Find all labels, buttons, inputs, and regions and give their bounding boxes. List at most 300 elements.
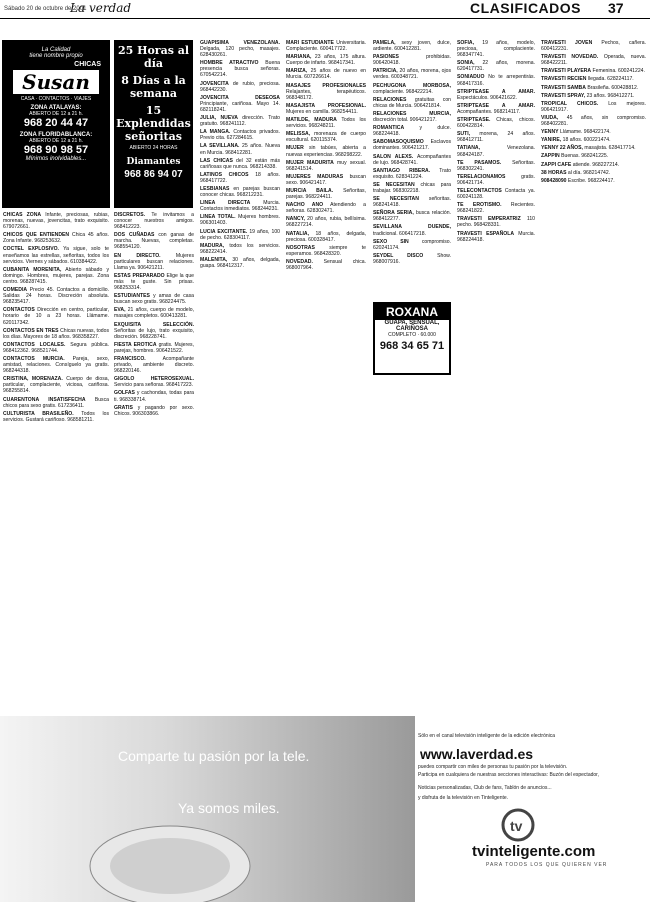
classified-ad-text: Chica 45 años. Zona Infante. 968253632.: [3, 232, 109, 245]
classified-ad-heading: TATIANA,: [457, 145, 481, 152]
classified-ad: [541, 54, 646, 66]
classified-ad: [373, 54, 451, 66]
classified-ad-heading: CRISTINA, MORENAZA.: [3, 376, 63, 383]
classified-ad-heading: MELISSA,: [286, 131, 311, 138]
classified-ad: [286, 131, 366, 143]
ad-susan-tagline2: tiene nombre propio: [29, 53, 83, 59]
classified-ad-text: Cuerpo de diosa, particular, complaciente, viciosa, cariñosa. 968255814.: [3, 376, 109, 395]
classified-ad: [200, 243, 280, 255]
classified-ad-heading: JOVENCITA DESEOSA: [200, 94, 280, 101]
ad-horas-note: ABIERTO 24 HORAS: [129, 145, 178, 151]
classified-ad-text: atiende. 968227214.: [572, 161, 620, 168]
classified-ad-heading: NACHO ANO: [286, 202, 324, 209]
classified-ad-heading: MASAJES PROFESIONALES: [286, 82, 366, 89]
classified-ad: [457, 145, 535, 157]
classified-ad-heading: PATRICIA,: [373, 68, 398, 75]
classified-ad-heading: TRAVESTI RECIEN: [541, 76, 587, 83]
ad-roxana-name: ROXANA: [375, 304, 449, 320]
classified-ad: [373, 154, 451, 166]
classified-ad: [286, 117, 366, 129]
classified-ad-text: morena, 24 años. 968412711.: [457, 131, 535, 144]
classified-ad-heading: MUJERES MADURAS: [286, 173, 344, 180]
tv-logo-icon: [500, 808, 536, 842]
classified-ad-text: Esclavos dominantes. 906421217.: [373, 139, 451, 152]
classified-ad-heading: ESTUDIANTES: [114, 293, 150, 300]
ad-roxana-sub2: COMPLETO · 60.000: [388, 332, 436, 338]
classified-ad: [114, 307, 194, 319]
banner-slogan3: PARA TODOS LOS QUE QUIEREN VER: [486, 862, 608, 868]
ad-susan-tags: CASA · CONTACTOS · VIAJES: [20, 96, 92, 102]
classified-ad: [457, 174, 535, 186]
classified-column-6: [457, 40, 535, 712]
classified-ad-text: 30 años, delgada, guapa. 968412317.: [200, 256, 280, 269]
classified-ad-text: 20 años, morena, ojos verdes. 600348721.: [373, 68, 451, 81]
classified-ad-heading: SONIADUO: [457, 74, 485, 81]
banner-slogan1: Comparte tu pasión por la tele.: [118, 748, 310, 764]
classified-ad-heading: MUJER MADURITA: [286, 159, 334, 166]
classified-ad: [200, 115, 280, 127]
classified-ad-heading: MATILDE, MADURA: [286, 117, 337, 124]
classified-ad-text: Universitaria. Complaciente. 600417722.: [286, 40, 366, 53]
classified-ad-heading: CONTACTOS: [3, 307, 35, 314]
classified-ad: [200, 129, 280, 141]
classified-ad-heading: LATINOS CHICOS: [200, 171, 249, 178]
classified-ad: [541, 40, 646, 52]
classified-ad: [200, 60, 280, 78]
classified-ad-heading: MURCIA BAILA.: [286, 187, 334, 194]
classified-ad-text: Operada, nueva. 968422211.: [541, 54, 646, 67]
classified-column-2: [114, 212, 194, 712]
classified-ad-text: 18 años. 968417722.: [200, 171, 280, 184]
classified-ad: [373, 196, 451, 208]
classified-ad: [457, 89, 535, 101]
classified-ad-text: 23 años. 968412271.: [586, 92, 635, 99]
classified-ad-text: gratis. 906421714.: [457, 173, 535, 186]
classified-ad-heading: 38 HORAS: [541, 169, 567, 176]
classified-ad: [114, 342, 194, 354]
ad-horas-line2: 8 Días a la semana: [121, 74, 186, 100]
classified-ad-heading: TRAVESTI EMPERATRIZ: [457, 216, 521, 223]
classified-ad-heading: TELECONTACTOS: [457, 187, 502, 194]
classified-ad-text: Contacta ya. 600241128.: [457, 187, 535, 201]
classified-column-1: [3, 212, 109, 712]
ad-susan-footer: Mínimos inolvidables...: [25, 156, 87, 162]
classified-ad: [457, 131, 535, 143]
banner-url1[interactable]: www.laverdad.es: [420, 746, 534, 762]
classified-ad: [3, 376, 109, 394]
classified-ad-text: 18 años. 600221474.: [562, 137, 611, 144]
classified-ad: [286, 103, 366, 115]
classified-ad-text: Espectáculos. 906421622.: [457, 94, 518, 101]
classified-ad-text: Segura pública. 968412362. 968521744.: [3, 341, 109, 354]
classified-ad: [200, 158, 280, 170]
classified-ad-heading: ZAPPI CAFE: [541, 161, 572, 168]
classified-ad-heading: SUTI,: [457, 131, 471, 138]
classified-ad-text: compromiso. 620241174.: [373, 238, 451, 251]
classified-ad-heading: SEYDEL DISCO: [373, 252, 424, 259]
classified-ad-heading: TRAVESTI SPRAY,: [541, 92, 586, 99]
classified-ad: [286, 68, 366, 80]
classified-ad-text: Todos los servicios. 968248211.: [286, 117, 366, 130]
banner-line2: Participa en cualquiera de nuestras secciones interactivas: Buzón del espectador,: [418, 772, 599, 778]
classified-ad-heading: TE PASAMOS.: [457, 159, 502, 166]
classified-ad: [114, 273, 194, 291]
classified-ad: [3, 411, 109, 423]
classified-column-3: [200, 40, 280, 712]
banner-line4: y disfruta de la televisión en Tinteligente.: [418, 795, 509, 801]
classified-ad-text: Infante, preciosas, rubias, morenas, nuevas, jovencitas, trato exquisito. 679072661.: [3, 212, 109, 231]
banner-intro: Sólo en el canal televisión inteligente de la edición electrónica: [418, 733, 556, 739]
classified-ad-text: Los mejores. 906421917.: [541, 100, 646, 113]
classified-ad-heading: PECHUGONA MORBOSA,: [373, 82, 451, 89]
classified-ad-text: Abierto sábado y domingo. Hombres, mujeres, parejas. Zona centro. 968287415.: [3, 266, 109, 285]
classified-ad-heading: ESTAS PREPARADO: [114, 272, 165, 279]
classified-ad-text: Acompañantes de lujo. 968428741.: [373, 153, 451, 166]
classified-ad-text: Femenina. 600241224.: [592, 68, 645, 75]
classified-ad-heading: EVA,: [114, 307, 126, 314]
classified-ad: [3, 267, 109, 285]
classified-ad-text: Principiante, cariñosa. Mayo 14. 682118241.: [200, 100, 280, 113]
classified-ad: [114, 356, 194, 374]
classified-ad-text: muy sexual. 968241514.: [286, 159, 366, 172]
classified-ad-heading: SEÑORA SERIA,: [373, 210, 414, 217]
classified-ad-heading: TRAVESTI PLAYERA: [541, 68, 592, 75]
classified-ad-text: Atendiendo a señoras. 628302471.: [286, 202, 366, 215]
classified-ad-heading: LA SEVILLANA.: [200, 143, 240, 150]
classified-ad: [3, 232, 109, 244]
classified-ad: [373, 168, 451, 180]
classified-ad: [286, 188, 366, 200]
classified-ad-heading: STRIPTEASE A AMAR.: [457, 88, 535, 95]
classified-ad: [457, 40, 535, 58]
classified-ad-heading: MARI ESTUDIANTE: [286, 40, 334, 46]
classified-ad-heading: CULTURISTA BRASILEÑO.: [3, 410, 74, 417]
classified-ad-heading: SABOMASOQUISMO: [373, 139, 424, 146]
classified-ad-heading: VIUDA,: [541, 114, 559, 121]
ad-horas-line1: 25 Horas al día: [117, 44, 190, 70]
classified-ad-heading: EXQUISITA SELECCIÓN.: [114, 321, 194, 328]
classified-ad-heading: SONIA,: [457, 60, 475, 67]
classified-column-4: [286, 40, 366, 712]
classified-ad-text: llegada. 628224117.: [587, 76, 634, 83]
classified-ad: [3, 246, 109, 264]
ad-susan-phone2: 968 90 98 57: [23, 144, 89, 156]
classified-ad-heading: TRAVESTI SAMBA: [541, 84, 586, 91]
classified-ad: [373, 210, 451, 222]
classified-ad: [3, 212, 109, 230]
classified-ad-heading: EN DIRECTO.: [114, 252, 161, 259]
ad-susan-chicas: CHICAS: [74, 61, 101, 68]
classified-ad-text: Murcia. 968224418.: [457, 230, 535, 243]
classified-ad-heading: CONTACTOS LOCALES.: [3, 341, 66, 348]
classified-ad: [114, 405, 194, 417]
classified-ad: [114, 253, 194, 271]
classified-ad-text: Show. 968007916.: [373, 252, 451, 265]
classified-ad: [541, 170, 646, 176]
classified-ad-text: al día. 968214742.: [567, 169, 611, 176]
classified-ad-heading: TE EROTISMO.: [457, 202, 502, 209]
classified-ad-text: Chicas nuevas, todos los días. Mayores de 18 años. 968358227.: [3, 327, 109, 340]
classified-ad: [3, 307, 109, 325]
classified-ad-heading: YENNY 22 AÑOS,: [541, 145, 583, 152]
classified-ad: [373, 83, 451, 95]
classified-ad: [541, 93, 646, 99]
classified-ad-text: chicas para trabajar. 968302218.: [373, 181, 451, 194]
ad-susan-zona2: ZONA FLORIDABLANCA:: [19, 132, 93, 138]
publication-name: La verdad: [70, 1, 132, 15]
classified-ad-text: Precio 45. Contactos a domicilio. Salidas 24 horas. Discreción absoluta. 968235417.: [3, 287, 109, 306]
classified-ad-heading: GRATIS: [114, 404, 133, 411]
classified-ad: [200, 200, 280, 212]
classified-ad-heading: LA MANGA.: [200, 129, 231, 136]
classified-ad: [457, 60, 535, 72]
classified-ad-text: 25 años de nuevo en Murcia. 607226614.: [286, 68, 366, 81]
classified-ad: [114, 232, 194, 250]
ad-susan-tagline1: La Calidad: [41, 47, 71, 53]
classified-ad-heading: MARIZA,: [286, 68, 308, 75]
classified-ad-heading: MARIANA,: [286, 54, 312, 61]
classified-ad-heading: DOS CUÑADAS: [114, 232, 155, 239]
classified-ad-heading: TERELACIONAMOS: [457, 173, 506, 180]
classified-ad: [286, 202, 366, 214]
classified-ad-heading: CHICOS QUE ENTIENDEN: [3, 232, 70, 239]
classified-ad-heading: LINEA DIRECTA: [200, 200, 251, 207]
classified-ad: [373, 253, 451, 265]
classified-ad-text: sexy joven, dulce, ardiente. 600412281.: [373, 40, 451, 53]
classified-ad-text: 22 años, morena. 620417731.: [457, 60, 535, 73]
classified-ad-heading: CONTACTOS EN TRES: [3, 327, 59, 334]
classified-ad: [200, 186, 280, 198]
classified-ad: [457, 103, 535, 115]
classified-ad-text: y amas de casa buscan sexo gratis. 968224475.: [114, 293, 194, 306]
classified-ad: [541, 145, 646, 151]
classified-ad-text: morenaza de cuerpo escultural. 620115374.: [286, 131, 366, 144]
classified-ad-text: Contactos privados. Previo cita. 627284615.: [200, 129, 280, 142]
classified-ad-heading: JULIA, NUEVA: [200, 115, 238, 122]
classified-ad-heading: TRAVESTI NOVEDAD.: [541, 54, 599, 61]
classified-ad-text: buscan sexo. 906421417.: [286, 173, 366, 186]
classified-ad-heading: SE NECESITAN: [373, 196, 419, 203]
classified-ad-heading: LUCIA EXCITANTE.: [200, 228, 248, 235]
classified-ad-text: 19 años, 100 de pecho. 628304117.: [200, 228, 280, 241]
ad-susan-zona1: ZONA ATALAYAS:: [30, 105, 82, 111]
classified-ad-text: sin tabúes, abierta a nuevas experiencias. 968298222.: [286, 145, 366, 158]
classified-ad-heading: GUAPISIMA VENEZOLANA.: [200, 40, 280, 46]
section-title: CLASIFICADOS: [470, 0, 581, 16]
page-header: [0, 0, 650, 19]
classified-ad-text: Mujeres particulares buscan relaciones. Llama ya. 906421211.: [114, 252, 194, 271]
classified-ad-text: Pechos, cañera. 600412231.: [541, 40, 646, 53]
classified-ad-heading: MASAJISTA PROFESIONAL.: [286, 102, 366, 109]
classified-ad-text: Te invitamos a conocer nuestros amigos. 968412223.: [114, 212, 194, 231]
classified-ad-text: Señoritas, parejas. 968224411.: [286, 187, 366, 201]
classified-ad-text: Ya sigue, solo te enseñamos las estrellas, señoritas, todos los servicios. Viernes y sábados. 610384422.: [3, 246, 109, 265]
classified-ad: [3, 287, 109, 305]
banner-url2[interactable]: tvinteligente.com: [472, 843, 596, 860]
classified-ad-text: Sensual chica. 968007964.: [286, 258, 366, 271]
page-number: 37: [608, 0, 624, 16]
classified-ad-heading: YANIRE,: [541, 137, 562, 144]
classified-ad-text: Recientes. 968241822.: [457, 202, 535, 215]
classified-ad-heading: RELACIONES MURCIA,: [373, 110, 451, 117]
classified-ad-text: 21 años, cuerpo de modelo, masajes completos. 600413281.: [114, 307, 194, 320]
classified-ad: [114, 376, 194, 388]
classified-ad: [541, 129, 646, 135]
classified-ad-text: prohibidas. 906420418.: [373, 54, 451, 67]
classified-ad-text: todos los servicios. 968222414.: [200, 242, 280, 255]
classified-ad: [114, 212, 194, 230]
classified-ad: [286, 245, 366, 257]
classified-ad-text: Dirección en centro, particular, horario de 10 a 23 horas. Llámame. 620117342.: [3, 307, 109, 326]
classified-ad: [286, 54, 366, 66]
classified-ad-text: y dulce. 968224418.: [373, 125, 451, 138]
ad-roxana-sub: GUAPA, SENSUAL, CARIÑOSA: [384, 320, 440, 332]
svg-text:tv: tv: [510, 818, 523, 834]
classified-ad: [541, 153, 646, 159]
classified-ad-text: Buena presencia busca señoras. 670542214.: [200, 60, 280, 79]
classified-ad-text: Busca chicos para sexo gratis. 617236411.: [3, 396, 109, 409]
classified-ad-heading: PASIONES: [373, 54, 399, 61]
classified-ad-heading: FRANCISCO.: [114, 355, 146, 362]
classified-ad-heading: SANTIAGO RIBERA.: [373, 167, 431, 174]
classified-ad: [3, 342, 109, 354]
classified-ad-heading: STRIPTEASE A AMAR.: [457, 102, 535, 109]
classified-ad-heading: JOVENCITA: [200, 80, 229, 87]
classified-ad-heading: 908428090: [541, 177, 567, 184]
classified-ad-text: señoritas. 968241418.: [373, 196, 451, 209]
classified-ad: [3, 356, 109, 374]
classified-ad: [286, 259, 366, 271]
classified-ad-text: Venezolana. 968424187.: [457, 145, 535, 158]
classified-ad: [373, 182, 451, 194]
classified-ad: [200, 95, 280, 113]
classified-ad: [541, 115, 646, 127]
classified-ad: [286, 145, 366, 157]
classified-ad: [200, 214, 280, 226]
classified-ad-text: Señoritas de lujo, trato exquisito, discreción. 968228741.: [114, 327, 194, 340]
ad-susan-brand: Susan: [13, 70, 99, 94]
classified-ad-heading: NATALIA,: [286, 230, 310, 237]
classified-ad-heading: TRAVESTI ESPAÑOLA: [457, 230, 515, 237]
classified-ad: [541, 101, 646, 113]
classified-ad-heading: FIESTA EROTICA: [114, 341, 157, 348]
ad-horas-phone: 968 86 94 07: [124, 169, 183, 180]
classified-ad: [457, 216, 535, 228]
classified-ad-heading: CONTACTOS MURCIA.: [3, 355, 65, 362]
ad-susan-hours2: ABIERTO DE 12 a 21 h.: [29, 138, 83, 144]
classified-column-7: [541, 40, 646, 712]
ad-diamantes: [114, 40, 193, 208]
classified-ad: [200, 81, 280, 93]
classified-ad: [541, 162, 646, 168]
classified-ad-text: 110 pecho. 968428331.: [457, 216, 535, 229]
classified-ad-heading: DISCRETOS.: [114, 212, 146, 218]
classified-ad: [3, 328, 109, 340]
ad-susan-hours1: ABIERTO DE 12 a 21 h.: [29, 111, 83, 117]
classified-ad-text: masajista. 628417714.: [584, 145, 636, 152]
classified-ad-text: siempre te esperamos. 968428320.: [286, 244, 366, 257]
classified-ad-heading: SEVILLANA DUENDE,: [373, 224, 451, 231]
classified-ad-text: Trato exquisito. 628341224.: [373, 167, 451, 180]
classified-ad-text: Elige la que más te guste. Sin prisas. 968253314.: [114, 272, 194, 292]
classified-ad: [373, 68, 451, 80]
classified-ad-heading: CHICAS ZONA: [3, 212, 42, 218]
classified-ad-text: Mujeres hombres. 906301403.: [200, 214, 280, 227]
ad-horas-brand: Diamantes: [126, 157, 181, 167]
classified-ad-heading: LINEA TOTAL.: [200, 214, 236, 221]
classified-ad-heading: ZAPPIN: [541, 153, 560, 160]
classified-ad-text: Servicio para señoras. 968417223.: [114, 382, 194, 389]
classified-ad: [541, 76, 646, 82]
classified-ad: [373, 139, 451, 151]
ad-susan: [2, 40, 110, 208]
banner-line3: Noticias personalizadas, Club de fans, Tablón de anuncios...: [418, 785, 552, 791]
classified-ad-heading: RELACIONES: [373, 96, 407, 103]
ad-susan-phone1: 968 20 44 47: [23, 117, 89, 129]
banner-slogan2: Ya somos miles.: [178, 800, 280, 816]
classified-ad-text: Murcia. Contactos inmediatos. 968244231.: [200, 200, 280, 213]
classified-ad-text: discreción total. 906421217.: [373, 117, 437, 124]
classified-ad: [200, 172, 280, 184]
header-date: Sábado 20 de octubre de 2001: [4, 6, 87, 12]
classified-ad-heading: NANCY,: [286, 216, 305, 223]
classified-ad: [286, 83, 366, 101]
classified-ad-heading: SEXO SIN: [373, 238, 409, 245]
classified-ad: [286, 174, 366, 186]
classified-ad-text: No te arrepentirás. 968417316.: [457, 74, 535, 87]
classified-ad-text: con ganas de marcha. Nuevas, completas. 968554120.: [114, 232, 194, 251]
classified-ad-text: Pareja, sexo, amistad, relaciones. Consíguelo ya gratis. 968244318.: [3, 355, 109, 375]
classified-ad: [114, 293, 194, 305]
classified-ad-text: Brasileña. 600428812.: [587, 84, 639, 91]
classified-ad-text: Acompañante privado, ambiente discreto. 968220146.: [114, 355, 194, 375]
classified-ad-heading: STRIPTEASE.: [457, 117, 491, 124]
classified-ad: [457, 74, 535, 86]
classified-ad-text: Llámame. 968422174.: [559, 129, 611, 136]
classified-ad: [114, 322, 194, 340]
classified-ad-text: 20 años, rubia, bellísima. 968227214.: [286, 216, 366, 229]
classified-ad: [541, 68, 646, 74]
classified-ad-text: 23 años, 175 altura. Cuerpo de infarto. 968417341.: [286, 54, 366, 67]
classified-ad-heading: YENNY: [541, 129, 559, 136]
classified-ad-text: del 32 están más cariñosas que nunca. 968214338.: [200, 157, 280, 170]
classified-ad-text: Escribe. 968224417.: [567, 177, 615, 184]
classified-ad-heading: MUJER: [286, 145, 304, 152]
classified-ad: [373, 40, 451, 52]
classified-ad-text: complaciente. 968422214.: [373, 88, 433, 95]
classified-ad-text: y pagando por sexo. Chicos. 906303866.: [114, 404, 194, 417]
classified-ad-text: Delgada, 120 pecho, masajes. 628430261.: [200, 46, 280, 59]
classified-ad-heading: SOFIA,: [457, 40, 474, 46]
classified-ad: [286, 160, 366, 172]
classified-ad: [541, 178, 646, 184]
classified-ad-text: tradicional. 606417218.: [373, 230, 426, 237]
classified-ad: [457, 202, 535, 214]
classified-ad-text: Buenas. 968241225.: [561, 153, 609, 160]
classified-ad-heading: MALENITA,: [200, 256, 228, 263]
classified-ad-heading: TROPICAL CHICOS.: [541, 100, 599, 107]
classified-ad: [373, 97, 451, 109]
ad-horas-line3: 15 Explendidas señoritas: [116, 104, 191, 143]
classified-ad-heading: NOSOTRAS: [286, 244, 315, 251]
classified-ad: [541, 85, 646, 91]
classified-ad-heading: NOVEDAD.: [286, 258, 313, 265]
classified-ad-heading: PAMELA,: [373, 40, 396, 46]
classified-ad-text: Relajantes, terapéuticos. 968348172.: [286, 88, 366, 101]
classified-ad-text: 19 años, modelo, preciosa, complaciente. 968347741.: [457, 40, 535, 59]
classified-ad-heading: SALON ALEXS.: [373, 153, 414, 160]
classified-ad-heading: ROMANTICA: [373, 125, 405, 132]
